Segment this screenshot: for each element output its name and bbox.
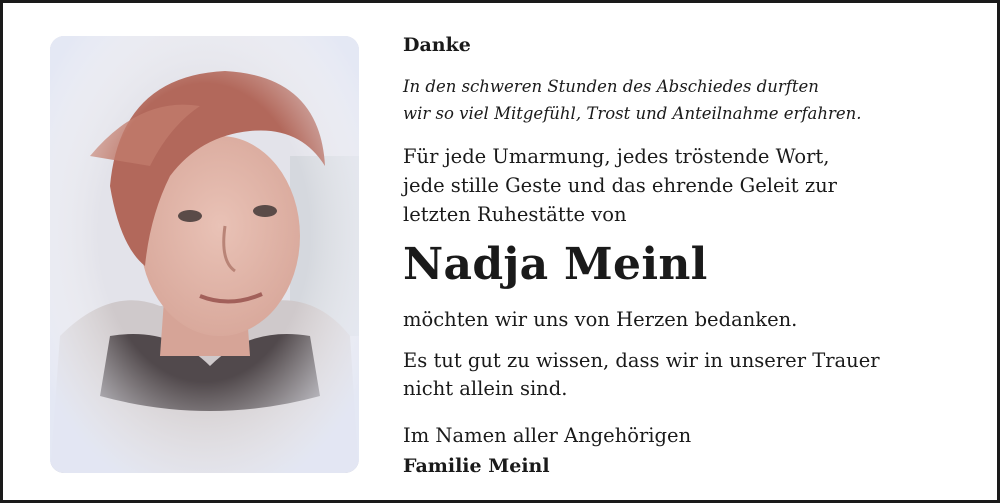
family-signature: Familie Meinl bbox=[403, 455, 550, 477]
thanks-line: jede stille Geste und das ehrende Geleit zur bbox=[403, 174, 837, 197]
comfort-line: Es tut gut zu wissen, dass wir in unserer Trauer bbox=[403, 349, 880, 372]
on-behalf-line: Im Namen aller Angehörigen bbox=[403, 424, 692, 447]
thanks-line: letzten Ruhestätte von bbox=[403, 203, 627, 226]
heading: Danke bbox=[403, 34, 471, 56]
closing-line: möchten wir uns von Herzen bedanken. bbox=[403, 308, 798, 331]
intro-line: In den schweren Stunden des Abschiedes durften bbox=[403, 77, 819, 96]
deceased-name: Nadja Meinl bbox=[403, 239, 708, 290]
intro-line: wir so viel Mitgefühl, Trost und Anteilnahme erfahren. bbox=[403, 104, 862, 123]
portrait-photo bbox=[50, 36, 359, 473]
comfort-line: nicht allein sind. bbox=[403, 377, 568, 400]
thanks-line: Für jede Umarmung, jedes tröstende Wort, bbox=[403, 145, 830, 168]
